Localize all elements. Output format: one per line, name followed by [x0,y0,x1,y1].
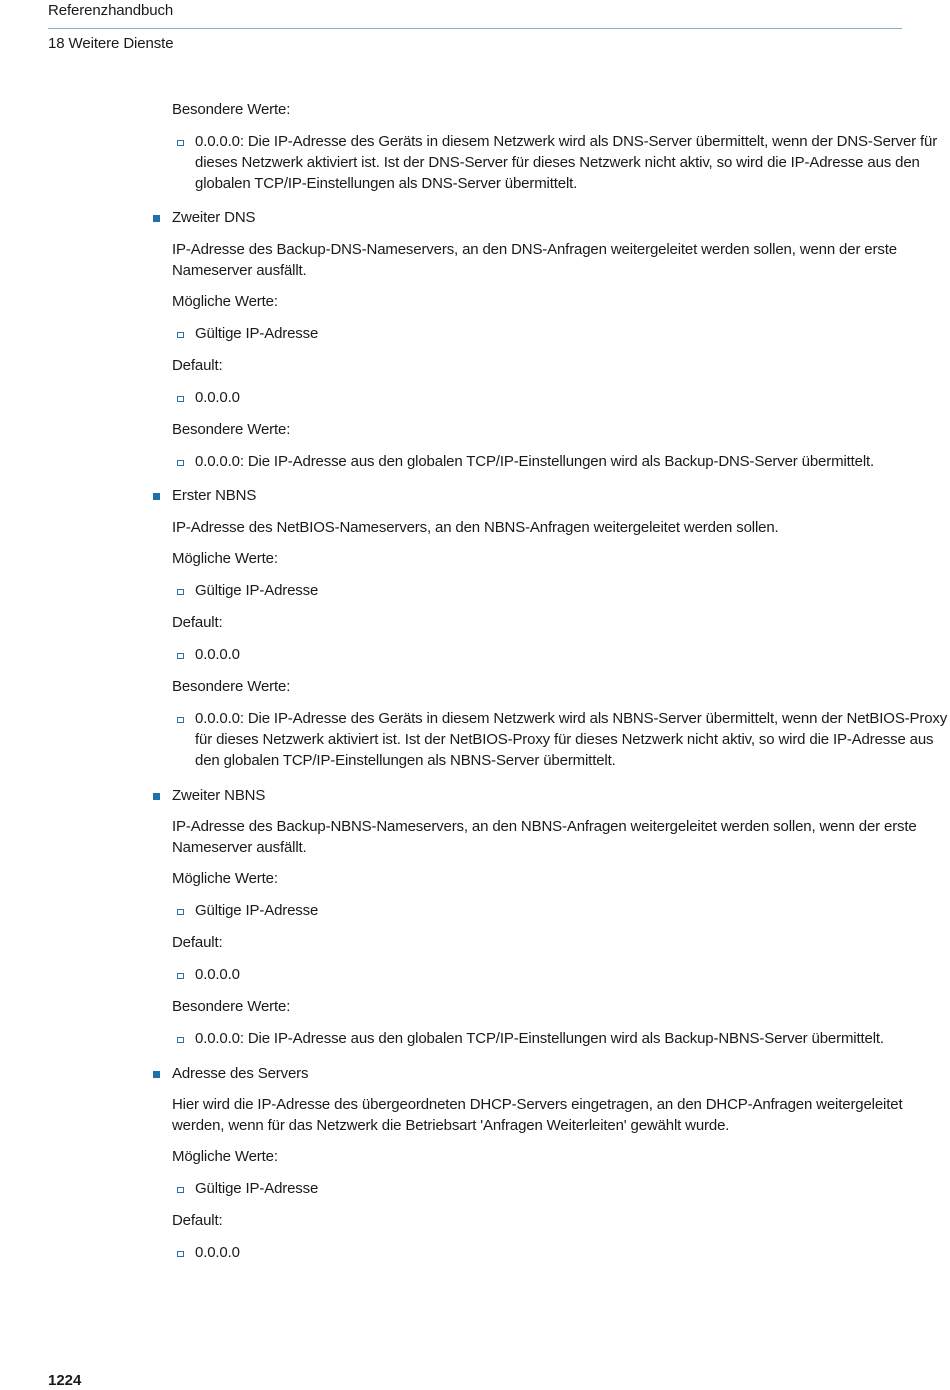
parameter-title: Zweiter NBNS [172,787,266,804]
sub-bullet-icon [177,1251,184,1257]
bullet-icon [153,493,160,500]
sub-bullet-icon [177,589,184,595]
parameter-title: Erster NBNS [172,487,257,504]
header-divider [48,28,902,29]
default-value: 0.0.0.0 [195,389,240,406]
default-label: Default: [172,1212,223,1229]
special-values-label: Besondere Werte: [172,998,291,1015]
parameter-description: werden, wenn für das Netzwerk die Betriebsart 'Anfragen Weiterleiten' gewählt wurde. [172,1117,730,1134]
sub-bullet-icon [177,396,184,402]
special-value: 0.0.0.0: Die IP-Adresse aus den globalen TCP/IP-Einstellungen wird als Backup-NBNS-Server übermittelt. [195,1030,884,1047]
sub-bullet-icon [177,717,184,723]
default-value: 0.0.0.0 [195,646,240,663]
possible-values-label: Mögliche Werte: [172,550,278,567]
bullet-icon [153,215,160,222]
parameter-title: Adresse des Servers [172,1065,309,1082]
special-value-line: 0.0.0.0: Die IP-Adresse des Geräts in diesem Netzwerk wird als DNS-Server übermittelt, wenn der DNS-Server für [195,133,938,150]
chapter-title: 18 Weitere Dienste [48,35,174,52]
sub-bullet-icon [177,653,184,659]
special-value-line: für dieses Netzwerk aktiviert ist. Ist der NetBIOS-Proxy für dieses Netzwerk nicht aktiv, so wird die IP-Adresse aus [195,731,934,748]
parameter-description: Nameserver ausfällt. [172,839,307,856]
special-value-line: den globalen TCP/IP-Einstellungen als NBNS-Server übermittelt. [195,752,616,769]
sub-bullet-icon [177,460,184,466]
default-label: Default: [172,934,223,951]
special-value-line: 0.0.0.0: Die IP-Adresse des Geräts in diesem Netzwerk wird als NBNS-Server übermittelt, wenn der NetBIOS-Proxy [195,710,948,727]
special-values-label: Besondere Werte: [172,101,291,118]
possible-value: Gültige IP-Adresse [195,1180,319,1197]
special-value: 0.0.0.0: Die IP-Adresse aus den globalen TCP/IP-Einstellungen wird als Backup-DNS-Server übermittelt. [195,453,875,470]
parameter-description: IP-Adresse des NetBIOS-Nameservers, an den NBNS-Anfragen weitergeleitet werden sollen. [172,519,779,536]
parameter-title: Zweiter DNS [172,209,256,226]
special-value-line: dieses Netzwerk aktiviert ist. Ist der DNS-Server für dieses Netzwerk nicht aktiv, so wird die IP-Adresse aus den [195,154,920,171]
sub-bullet-icon [177,909,184,915]
possible-value: Gültige IP-Adresse [195,902,319,919]
parameter-description: IP-Adresse des Backup-DNS-Nameservers, an den DNS-Anfragen weitergeleitet werden sollen, wenn der erste [172,241,897,258]
possible-values-label: Mögliche Werte: [172,870,278,887]
possible-value: Gültige IP-Adresse [195,582,319,599]
default-label: Default: [172,614,223,631]
parameter-description: Hier wird die IP-Adresse des übergeordneten DHCP-Servers eingetragen, an den DHCP-Anfragen weitergeleitet [172,1096,903,1113]
default-label: Default: [172,357,223,374]
possible-value: Gültige IP-Adresse [195,325,319,342]
parameter-description: IP-Adresse des Backup-NBNS-Nameservers, an den NBNS-Anfragen weitergeleitet werden sollen, wenn der erste [172,818,917,835]
special-values-label: Besondere Werte: [172,678,291,695]
document-title: Referenzhandbuch [48,2,174,19]
bullet-icon [153,1071,160,1078]
possible-values-label: Mögliche Werte: [172,1148,278,1165]
sub-bullet-icon [177,332,184,338]
sub-bullet-icon [177,1187,184,1193]
sub-bullet-icon [177,1037,184,1043]
parameter-description: Nameserver ausfällt. [172,262,307,279]
special-value-line: globalen TCP/IP-Einstellungen als DNS-Server übermittelt. [195,175,578,192]
sub-bullet-icon [177,140,184,146]
page-number: 1224 [48,1372,82,1389]
default-value: 0.0.0.0 [195,966,240,983]
possible-values-label: Mögliche Werte: [172,293,278,310]
special-values-label: Besondere Werte: [172,421,291,438]
default-value: 0.0.0.0 [195,1244,240,1261]
bullet-icon [153,793,160,800]
sub-bullet-icon [177,973,184,979]
